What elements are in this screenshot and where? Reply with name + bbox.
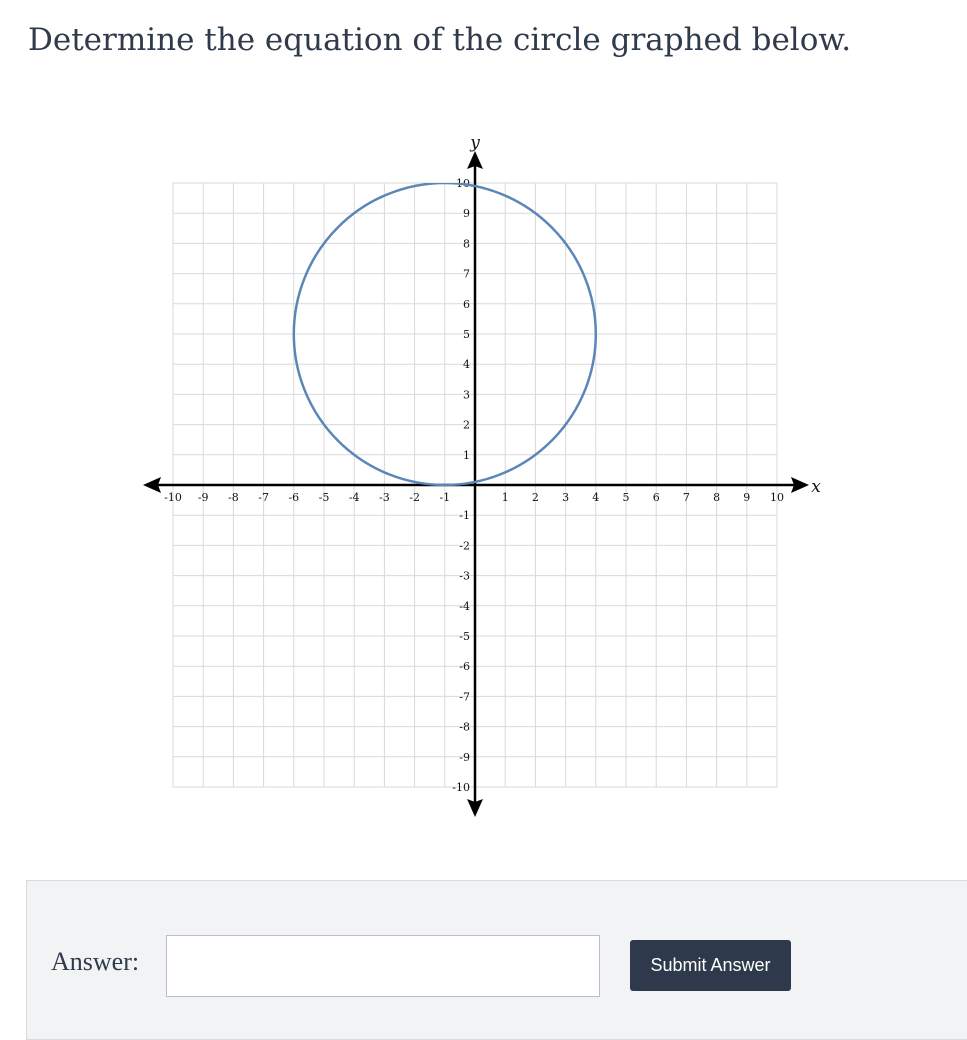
x-tick-label: 7 [682, 491, 690, 504]
x-tick-label: 5 [622, 491, 630, 504]
y-tick-label: -4 [459, 599, 470, 613]
y-tick-label: -6 [459, 660, 470, 674]
submit-answer-button[interactable]: Submit Answer [630, 940, 791, 991]
x-tick-label: -2 [409, 491, 420, 504]
answer-panel [26, 880, 967, 1040]
y-tick-label: -2 [459, 539, 470, 553]
y-tick-label: -9 [459, 750, 470, 764]
y-tick-label: 2 [463, 418, 470, 432]
y-tick-label: 9 [463, 207, 470, 221]
x-tick-label: -7 [258, 491, 269, 504]
y-axis-label: y [470, 133, 480, 153]
x-tick-label: -1 [439, 491, 451, 504]
y-tick-label: 10 [456, 177, 470, 190]
x-tick-label: -8 [228, 491, 239, 504]
x-tick-label: 3 [562, 491, 570, 504]
y-tick-label: 6 [463, 297, 470, 311]
x-tick-label: 4 [592, 491, 600, 504]
y-tick-label: 7 [463, 267, 470, 281]
y-tick-label: -8 [459, 720, 470, 734]
x-tick-label: 2 [531, 491, 539, 504]
axes [143, 151, 809, 817]
y-tick-label: 3 [463, 388, 470, 402]
y-tick-label: 4 [463, 358, 470, 372]
x-axis-label: x [811, 477, 821, 497]
y-tick-label: -1 [459, 509, 470, 523]
x-tick-label: 6 [652, 491, 660, 504]
y-tick-label: -10 [452, 781, 470, 794]
x-tick-label: -10 [164, 491, 182, 504]
question-prompt: Determine the equation of the circle graphed below. [28, 22, 852, 58]
x-tick-label: 10 [770, 491, 784, 504]
y-tick-label: 8 [463, 237, 470, 251]
x-tick-label: -5 [318, 491, 330, 504]
x-tick-label: -4 [348, 491, 360, 504]
y-tick-label: 5 [463, 328, 470, 341]
answer-label: Answer: [51, 947, 140, 976]
x-tick-label: 9 [743, 491, 751, 504]
x-tick-label: -9 [197, 491, 209, 504]
x-tick-label: 1 [501, 491, 509, 504]
y-tick-label: 1 [463, 448, 470, 462]
x-tick-label: -6 [288, 491, 300, 504]
x-tick-label: -3 [379, 491, 390, 504]
x-tick-label: 8 [713, 491, 721, 504]
y-tick-label: -7 [459, 690, 470, 704]
y-tick-label: -5 [459, 630, 470, 643]
answer-input[interactable] [166, 935, 600, 997]
y-tick-label: -3 [459, 569, 470, 583]
